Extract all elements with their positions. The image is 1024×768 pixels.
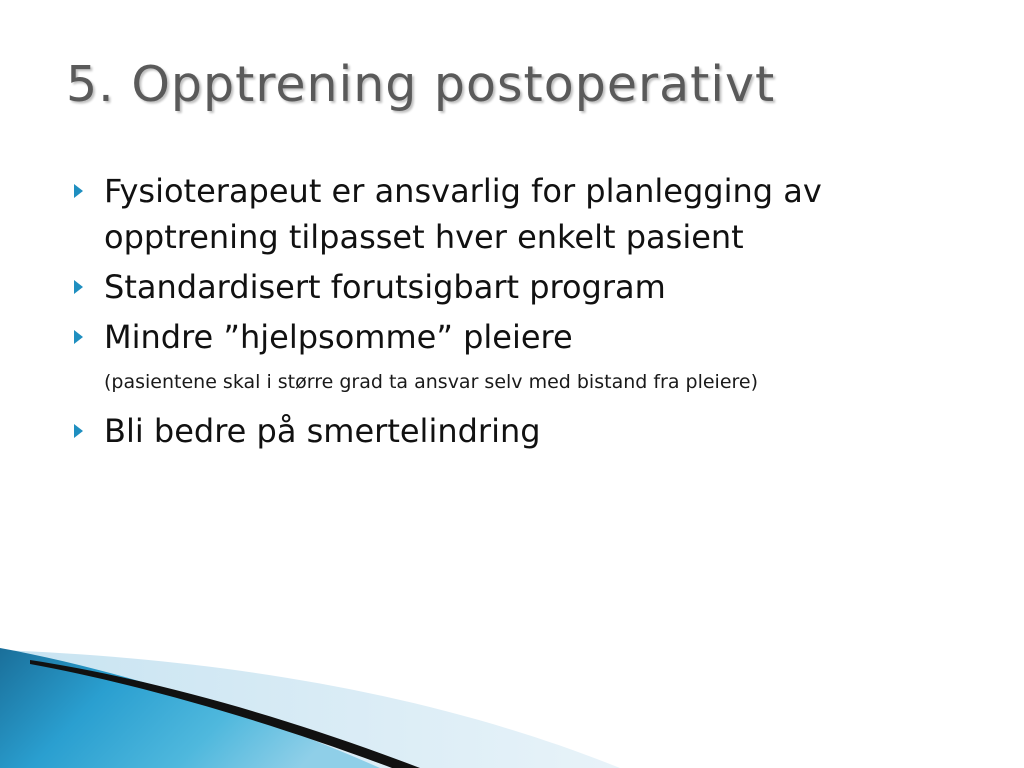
- dark-stroke-shape: [30, 660, 420, 768]
- blue-wave-shape: [0, 648, 380, 768]
- list-item-text: Bli bedre på smertelindring: [104, 412, 541, 450]
- list-item: [74, 314, 994, 360]
- list-item: [74, 264, 994, 310]
- list-item: [74, 168, 994, 260]
- list-item: [74, 408, 994, 454]
- triangle-right-icon: [74, 424, 83, 438]
- list-item-text: Mindre ”hjelpsomme” pleiere: [104, 318, 573, 356]
- sub-note-text: (pasientene skal i større grad ta ansvar selv med bistand fra pleiere): [104, 371, 759, 393]
- triangle-right-icon: [74, 330, 83, 344]
- list-item-text: Fysioterapeut er ansvarlig for planlegging av opptrening tilpasset hver enkelt pasient: [104, 172, 822, 256]
- list-item-text: Standardisert forutsigbart program: [104, 268, 666, 306]
- bullet-list: [74, 168, 994, 458]
- slide-title: 5. Opptrening postoperativt: [66, 56, 776, 113]
- triangle-right-icon: [74, 280, 83, 294]
- light-sweep-shape: [0, 650, 620, 768]
- sub-note: [74, 368, 994, 396]
- triangle-right-icon: [74, 184, 83, 198]
